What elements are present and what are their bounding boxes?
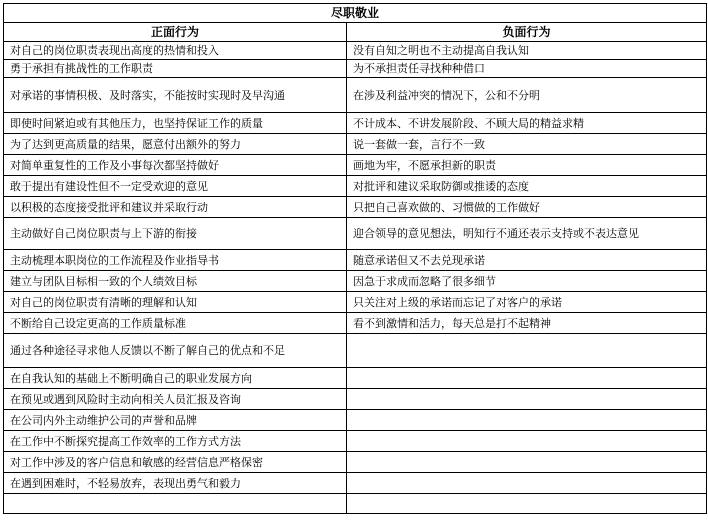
table-row (4, 197, 707, 218)
table-row (4, 250, 707, 271)
negative-behavior-cell: 只把自己喜欢做的、习惯做的工作做好 (347, 197, 707, 218)
positive-behavior-cell: 对自己的岗位职责表现出高度的热情和投入 (4, 42, 347, 60)
table-row (4, 410, 707, 431)
positive-behavior-cell: 敢于提出有建设性但不一定受欢迎的意见 (4, 176, 347, 197)
title-row (4, 4, 707, 23)
positive-behavior-cell: 主动做好自己岗位职责与上下游的衔接 (4, 218, 347, 250)
table-row (4, 368, 707, 389)
table-row (4, 155, 707, 176)
table-row (4, 473, 707, 494)
table-row (4, 389, 707, 410)
table-title: 尽职敬业 (4, 4, 707, 23)
table-body (4, 42, 707, 514)
table-row (4, 494, 707, 514)
negative-behavior-cell: 没有自知之明也不主动提高自我认知 (347, 42, 707, 60)
negative-behavior-cell (347, 452, 707, 473)
negative-behavior-cell (347, 334, 707, 368)
negative-behavior-cell (347, 473, 707, 494)
positive-behavior-cell: 在自我认知的基础上不断明确自己的职业发展方向 (4, 368, 347, 389)
negative-behavior-cell: 因急于求成而忽略了很多细节 (347, 271, 707, 292)
conduct-table (3, 3, 707, 514)
negative-behavior-cell: 画地为牢，不愿承担新的职责 (347, 155, 707, 176)
positive-behavior-cell: 不断给自己设定更高的工作质量标准 (4, 313, 347, 334)
negative-behavior-cell: 迎合领导的意见想法，明知行不通还表示支持或不表达意见 (347, 218, 707, 250)
positive-behavior-cell: 建立与团队目标相一致的个人绩效目标 (4, 271, 347, 292)
negative-behavior-cell: 对批评和建议采取防御或推诿的态度 (347, 176, 707, 197)
table-row (4, 218, 707, 250)
positive-behavior-cell: 对自己的岗位职责有清晰的理解和认知 (4, 292, 347, 313)
negative-behavior-cell: 在涉及利益冲突的情况下，公和不分明 (347, 78, 707, 113)
positive-behavior-cell: 为了达到更高质量的结果，愿意付出额外的努力 (4, 134, 347, 155)
negative-behavior-cell (347, 368, 707, 389)
positive-behavior-cell (4, 494, 347, 514)
table-row (4, 42, 707, 60)
positive-behavior-cell: 对工作中涉及的客户信息和敏感的经营信息严格保密 (4, 452, 347, 473)
positive-behavior-cell: 主动梳理本职岗位的工作流程及作业指导书 (4, 250, 347, 271)
table-row (4, 78, 707, 113)
positive-behavior-cell: 勇于承担有挑战性的工作职责 (4, 60, 347, 78)
negative-behavior-cell: 随意承诺但又不去兑现承诺 (347, 250, 707, 271)
positive-behavior-cell: 在预见或遇到风险时主动向相关人员汇报及咨询 (4, 389, 347, 410)
table-row (4, 431, 707, 452)
positive-behavior-cell: 通过各种途径寻求他人反馈以不断了解自己的优点和不足 (4, 334, 347, 368)
table-row (4, 134, 707, 155)
table-row (4, 176, 707, 197)
positive-behavior-cell: 在公司内外主动维护公司的声誉和品牌 (4, 410, 347, 431)
positive-behavior-cell: 在遇到困难时，不轻易放弃，表现出勇气和毅力 (4, 473, 347, 494)
negative-behavior-cell (347, 410, 707, 431)
positive-behavior-cell: 对承诺的事情积极、及时落实，不能按时实现时及早沟通 (4, 78, 347, 113)
negative-behavior-cell: 看不到激情和活力，每天总是打不起精神 (347, 313, 707, 334)
table-row (4, 60, 707, 78)
positive-behavior-cell: 对简单重复性的工作及小事每次都坚持做好 (4, 155, 347, 176)
table-row (4, 334, 707, 368)
negative-behavior-cell (347, 431, 707, 452)
column-header-negative: 负面行为 (347, 23, 707, 42)
negative-behavior-cell: 说一套做一套，言行不一致 (347, 134, 707, 155)
table-row (4, 113, 707, 134)
column-header-positive: 正面行为 (4, 23, 347, 42)
table-row (4, 452, 707, 473)
table-row (4, 271, 707, 292)
table-row (4, 313, 707, 334)
negative-behavior-cell: 只关注对上级的承诺而忘记了对客户的承诺 (347, 292, 707, 313)
negative-behavior-cell: 不计成本、不讲发展阶段、不顾大局的精益求精 (347, 113, 707, 134)
positive-behavior-cell: 在工作中不断探究提高工作效率的工作方式方法 (4, 431, 347, 452)
table-row (4, 292, 707, 313)
negative-behavior-cell: 为不承担责任寻找种种借口 (347, 60, 707, 78)
header-row (4, 23, 707, 42)
negative-behavior-cell (347, 389, 707, 410)
positive-behavior-cell: 即使时间紧迫或有其他压力，也坚持保证工作的质量 (4, 113, 347, 134)
negative-behavior-cell (347, 494, 707, 514)
positive-behavior-cell: 以积极的态度接受批评和建议并采取行动 (4, 197, 347, 218)
